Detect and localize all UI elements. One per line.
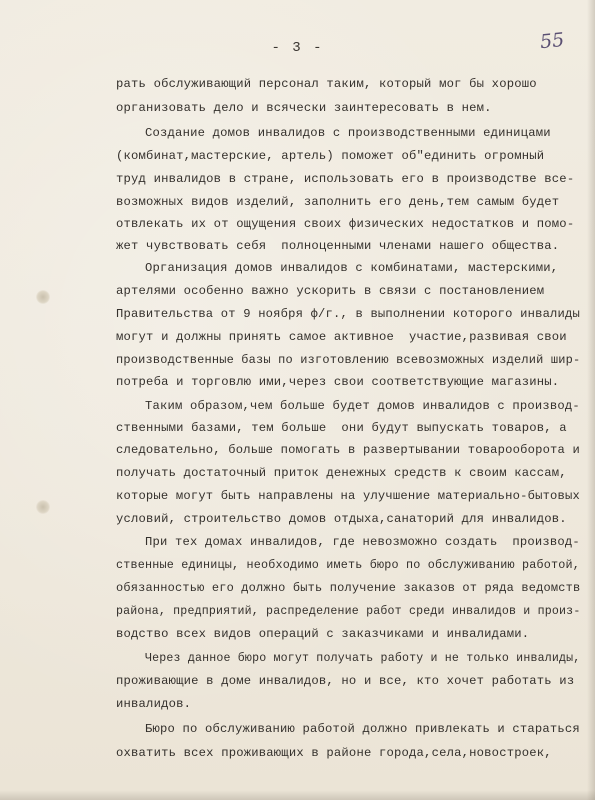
text-line: могут и должны принять самое активное участие,развивая свои <box>116 330 567 344</box>
text-line: проживающие в доме инвалидов, но и все, кто хочет работать из <box>116 674 575 688</box>
text-line: Таким образом,чем больше будет домов инвалидов с производ- <box>145 399 580 413</box>
text-line: производственные базы по изготовлению всевозможных изделий шир- <box>116 353 581 367</box>
archive-folio-number: 55 <box>538 28 566 54</box>
text-line: отвлекать их от ощущения своих физических недостатков и помо- <box>116 217 575 231</box>
text-line: следовательно, больше помогать в развертывании товарооборота и <box>116 443 580 457</box>
page-edge-shadow <box>587 0 595 800</box>
text-line: жет чувствовать себя полноценными членами нашего общества. <box>116 239 560 253</box>
text-line: Правительства от 9 ноября ф/г., в выполнении которого инвалиды <box>116 307 580 321</box>
text-line: Создание домов инвалидов с производственными единицами <box>145 126 551 140</box>
text-line: Через данное бюро могут получать работу и не только инвалиды, <box>145 651 581 665</box>
binder-hole-mark <box>36 290 50 304</box>
text-line: Бюро по обслуживанию работой должно привлекать и стараться <box>145 722 580 736</box>
text-line: возможных видов изделий, заполнить его день,тем самым будет <box>116 195 560 209</box>
text-line: рать обслуживающий персонал таким, который мог бы хорошо <box>116 77 537 91</box>
text-line: артелями особенно важно ускорить в связи с постановлением <box>116 284 545 298</box>
text-line: водство всех видов операций с заказчиками и инвалидами. <box>116 627 530 641</box>
text-line: При тех домах инвалидов, где невозможно создать производ- <box>145 535 580 549</box>
text-line: потреба и торговлю ими,через свои соответствующие магазины. <box>116 375 560 389</box>
page-number: - 3 - <box>271 40 324 56</box>
text-line: Организация домов инвалидов с комбинатами, мастерскими, <box>145 261 559 275</box>
text-line: которые могут быть направлены на улучшение материально-бытовых <box>116 489 580 503</box>
text-line: инвалидов. <box>116 697 192 711</box>
binder-hole-mark <box>36 500 50 514</box>
text-line: охватить всех проживающих в районе города,села,новостроек, <box>116 746 552 760</box>
text-line: ственные единицы, необходимо иметь бюро по обслуживанию работой, <box>116 558 581 572</box>
text-line: обязанностью его должно быть получение заказов от ряда ведомств <box>116 581 581 595</box>
text-line: труд инвалидов в стране, использовать его в производстве все- <box>116 172 575 186</box>
text-line: получать достаточный приток денежных средств к своим кассам, <box>116 466 567 480</box>
page-bottom-shadow <box>0 790 595 800</box>
text-line: (комбинат,мастерские, артель) поможет об"единить огромный <box>116 149 545 163</box>
text-line: организовать дело и всячески заинтересовать в нем. <box>116 101 492 115</box>
text-line: района, предприятий, распределение работ среди инвалидов и произ- <box>116 604 581 618</box>
text-line: условий, строительство домов отдыха,санаторий для инвалидов. <box>116 512 567 526</box>
text-line: ственными базами, тем больше они будут выпускать товаров, а <box>116 421 567 435</box>
